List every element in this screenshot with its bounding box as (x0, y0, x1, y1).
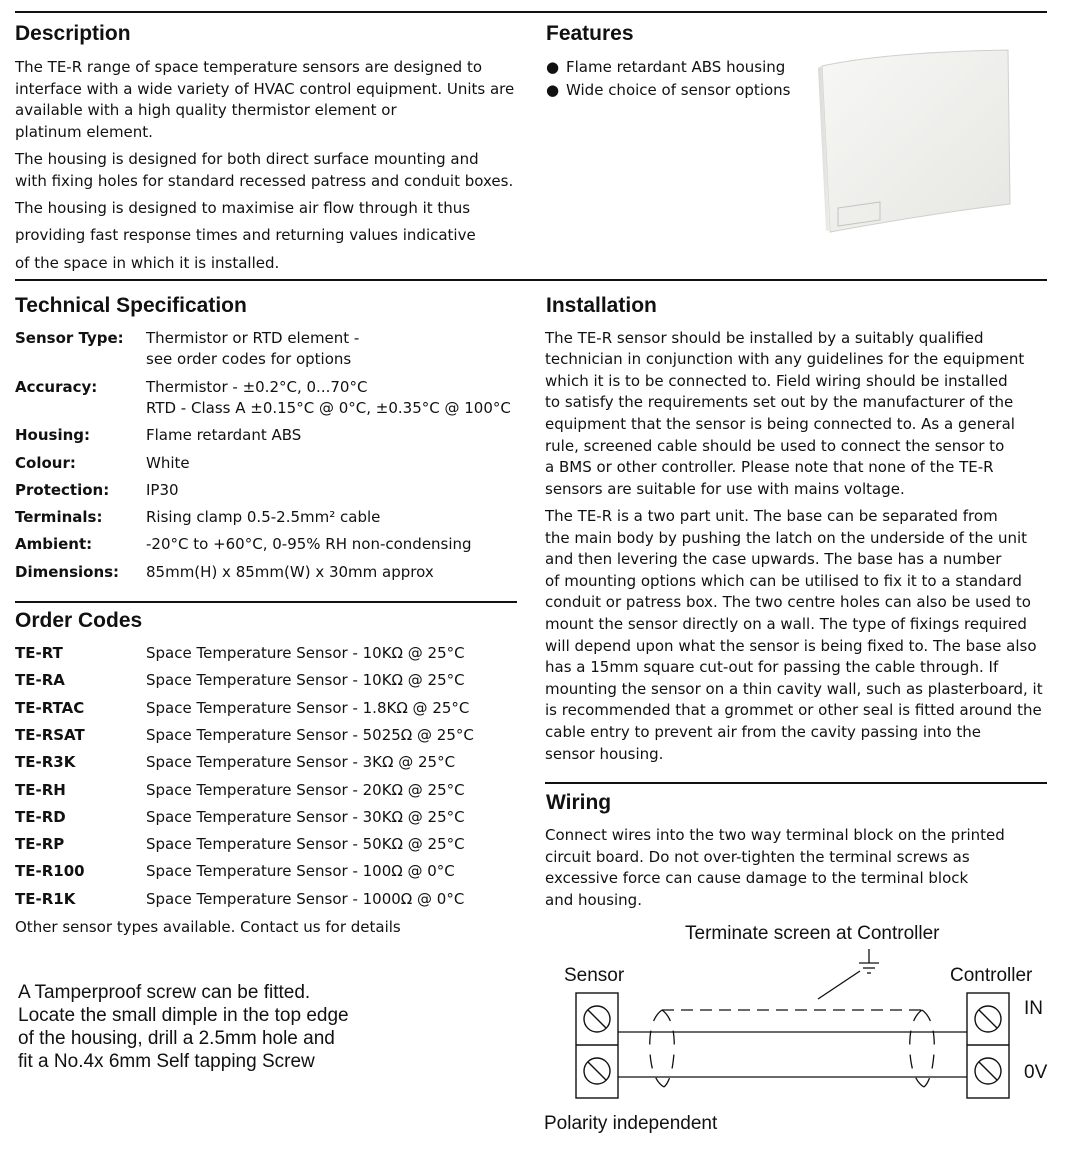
order-code: TE-RD (15, 808, 66, 826)
order-code-desc: Space Temperature Sensor - 50KΩ @ 25°C (146, 835, 465, 853)
order-code: TE-RSAT (15, 726, 85, 744)
sensor-terminal-block (576, 993, 618, 1098)
installation-line: the main body by pushing the latch on the underside of the unit (545, 529, 1028, 547)
installation-line: conduit or patress box. The two centre holes can also be used to (545, 593, 1031, 611)
installation-line: a BMS or other controller. Please note that none of the TE-R (545, 458, 994, 476)
wiring-line: and housing. (545, 891, 642, 909)
installation-line: mounting the sensor on a thin cavity wall, such as plasterboard, it (545, 680, 1043, 698)
installation-line: sensors are suitable for use with mains voltage. (545, 480, 905, 498)
description-line: available with a high quality thermistor element or (15, 101, 397, 119)
installation-line: rule, screened cable should be used to connect the sensor to (545, 437, 1005, 455)
tamper-note-line: Locate the small dimple in the top edge (18, 1005, 349, 1026)
bullet-icon: ● (546, 58, 560, 76)
bullet-icon: ● (546, 81, 560, 99)
installation-line: equipment that the sensor is being connected to. As a general (545, 415, 1015, 433)
spec-label: Accuracy: (15, 378, 98, 396)
installation-line: is recommended that a grommet or other seal is fitted around the (545, 701, 1042, 719)
spec-value: -20°C to +60°C, 0-95% RH non-condensing (146, 535, 472, 553)
spec-value: RTD - Class A ±0.15°C @ 0°C, ±0.35°C @ 100°C (146, 399, 511, 417)
screen-label: Terminate screen at Controller (685, 923, 940, 944)
order-code: TE-R3K (15, 753, 76, 771)
sensor-housing-photo-icon (818, 44, 1033, 234)
controller-label: Controller (950, 965, 1033, 986)
spec-label: Terminals: (15, 508, 103, 526)
installation-line: sensor housing. (545, 745, 664, 763)
description-line: of the space in which it is installed. (15, 254, 280, 272)
wiring-heading: Wiring (546, 791, 612, 814)
ov-label: 0V (1024, 1062, 1048, 1083)
installation-line: The TE-R sensor should be installed by a suitably qualified (545, 329, 984, 347)
description-heading: Description (15, 22, 131, 45)
spec-value: IP30 (146, 481, 179, 499)
installation-line: technician in conjunction with any guidelines for the equipment (545, 350, 1025, 368)
installation-line: which it is to be connected to. Field wiring should be installed (545, 372, 1008, 390)
spec-label: Ambient: (15, 535, 93, 553)
order-codes-heading: Order Codes (15, 609, 143, 632)
spec-value: Thermistor or RTD element - (146, 329, 360, 347)
spec-value: see order codes for options (146, 350, 352, 368)
spec-label: Colour: (15, 454, 76, 472)
spec-value: Thermistor - ±0.2°C, 0...70°C (146, 378, 368, 396)
spec-label: Housing: (15, 426, 91, 444)
spec-label: Sensor Type: (15, 329, 124, 347)
description-line: platinum element. (15, 123, 153, 141)
tamper-note-line: of the housing, drill a 2.5mm hole and (18, 1028, 335, 1049)
cable (618, 1010, 967, 1087)
order-code-desc: Space Temperature Sensor - 10KΩ @ 25°C (146, 644, 465, 662)
installation-line: cable entry to prevent air from the cavity passing into the (545, 723, 982, 741)
features-heading: Features (546, 22, 634, 45)
description-line: with fixing holes for standard recessed patress and conduit boxes. (15, 172, 514, 190)
order-code: TE-RH (15, 781, 66, 799)
section-rule (15, 601, 517, 603)
order-codes-footer: Other sensor types available. Contact us for details (15, 918, 401, 936)
wiring-line: excessive force can cause damage to the terminal block (545, 869, 969, 887)
description-line: The TE-R range of space temperature sensors are designed to (15, 58, 482, 76)
description-line: The housing is designed to maximise air flow through it thus (15, 199, 471, 217)
installation-line: and then levering the case upwards. The base has a number (545, 550, 1002, 568)
tech-spec-heading: Technical Specification (15, 294, 247, 317)
order-code: TE-RA (15, 671, 65, 689)
in-label: IN (1024, 998, 1043, 1019)
spec-label: Dimensions: (15, 563, 120, 581)
feature-text: Wide choice of sensor options (566, 81, 791, 99)
installation-line: to satisfy the requirements set out by the manufacturer of the (545, 393, 1014, 411)
order-code-desc: Space Temperature Sensor - 3KΩ @ 25°C (146, 753, 456, 771)
order-code: TE-RT (15, 644, 63, 662)
spec-label: Protection: (15, 481, 110, 499)
description-line: interface with a wide variety of HVAC control equipment. Units are (15, 80, 515, 98)
feature-text: Flame retardant ABS housing (566, 58, 786, 76)
spec-value: Rising clamp 0.5-2.5mm² cable (146, 508, 381, 526)
order-code: TE-R100 (15, 862, 85, 880)
order-code-desc: Space Temperature Sensor - 1000Ω @ 0°C (146, 890, 465, 908)
description-line: providing fast response times and returning values indicative (15, 226, 476, 244)
description-line: The housing is designed for both direct surface mounting and (15, 150, 479, 168)
spec-value: 85mm(H) x 85mm(W) x 30mm approx (146, 563, 434, 581)
order-code-desc: Space Temperature Sensor - 5025Ω @ 25°C (146, 726, 474, 744)
section-rule (545, 782, 1047, 784)
polarity-label: Polarity independent (544, 1113, 718, 1134)
order-code-desc: Space Temperature Sensor - 30KΩ @ 25°C (146, 808, 465, 826)
installation-line: has a 15mm square cut-out for passing the cable through. If (545, 658, 999, 676)
order-code: TE-RTAC (15, 699, 85, 717)
wiring-line: circuit board. Do not over-tighten the terminal screws as (545, 848, 970, 866)
feature-item (546, 56, 785, 79)
earth-icon (818, 949, 879, 999)
installation-line: of mounting options which can be utilised to fix it to a standard (545, 572, 1022, 590)
installation-line: The TE-R is a two part unit. The base can be separated from (545, 507, 998, 525)
order-code-desc: Space Temperature Sensor - 100Ω @ 0°C (146, 862, 455, 880)
order-code-desc: Space Temperature Sensor - 20KΩ @ 25°C (146, 781, 465, 799)
wiring-line: Connect wires into the two way terminal block on the printed (545, 826, 1005, 844)
tamper-note-line: fit a No.4x 6mm Self tapping Screw (18, 1051, 315, 1072)
order-code-desc: Space Temperature Sensor - 10KΩ @ 25°C (146, 671, 465, 689)
order-code: TE-RP (15, 835, 65, 853)
installation-line: mount the sensor directly on a wall. The type of fixings required (545, 615, 1027, 633)
wiring-diagram (540, 915, 1060, 1150)
installation-line: will depend upon what the sensor is being fixed to. The base also (545, 637, 1037, 655)
tamper-note-line: A Tamperproof screw can be fitted. (18, 982, 311, 1003)
sensor-label: Sensor (564, 965, 625, 986)
spec-value: White (146, 454, 190, 472)
feature-item (546, 79, 790, 102)
spec-value: Flame retardant ABS (146, 426, 302, 444)
order-code-desc: Space Temperature Sensor - 1.8KΩ @ 25°C (146, 699, 470, 717)
top-rule (15, 11, 1047, 13)
controller-terminal-block (967, 993, 1009, 1098)
order-code: TE-R1K (15, 890, 76, 908)
section-rule (15, 279, 1047, 281)
installation-heading: Installation (546, 294, 657, 317)
